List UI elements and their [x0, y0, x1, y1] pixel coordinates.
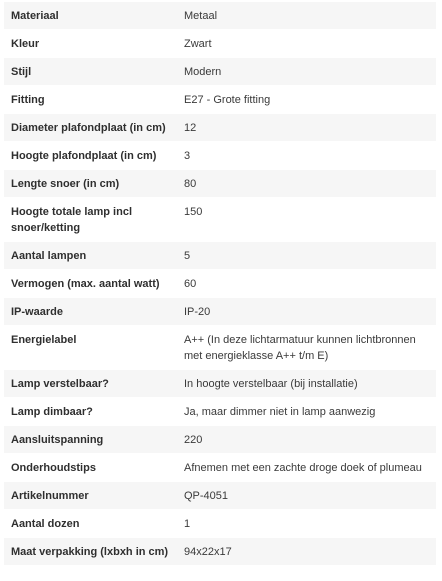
spec-row-maat-verpakking	[4, 538, 436, 566]
spec-label: Aansluitspanning	[4, 426, 177, 454]
spec-label: Diameter plafondplaat (in cm)	[4, 114, 177, 142]
spec-row-hoogte-totale-lamp	[4, 198, 436, 242]
spec-row-stijl	[4, 58, 436, 86]
spec-label: Aantal lampen	[4, 242, 177, 270]
spec-row-ip-waarde	[4, 298, 436, 326]
spec-label: Vermogen (max. aantal watt)	[4, 270, 177, 298]
spec-row-aantal-dozen	[4, 510, 436, 538]
specifications-table	[4, 2, 436, 566]
spec-label: Kleur	[4, 30, 177, 58]
spec-label: Hoogte plafondplaat (in cm)	[4, 142, 177, 170]
spec-value: 3	[177, 142, 436, 170]
spec-value: In hoogte verstelbaar (bij installatie)	[177, 370, 436, 398]
spec-row-hoogte-plafondplaat	[4, 142, 436, 170]
spec-value: 12	[177, 114, 436, 142]
spec-value: E27 - Grote fitting	[177, 86, 436, 114]
spec-value: Ja, maar dimmer niet in lamp aanwezig	[177, 398, 436, 426]
spec-row-lamp-verstelbaar	[4, 370, 436, 398]
spec-row-onderhoudstips	[4, 454, 436, 482]
spec-label: Materiaal	[4, 2, 177, 30]
spec-value: Metaal	[177, 2, 436, 30]
spec-label: Stijl	[4, 58, 177, 86]
spec-row-lamp-dimbaar	[4, 398, 436, 426]
spec-label: Artikelnummer	[4, 482, 177, 510]
spec-value: Zwart	[177, 30, 436, 58]
spec-value: 94x22x17	[177, 538, 436, 566]
spec-value: QP-4051	[177, 482, 436, 510]
spec-row-fitting	[4, 86, 436, 114]
spec-value: Modern	[177, 58, 436, 86]
spec-value: 150	[177, 198, 436, 242]
spec-value: Afnemen met een zachte droge doek of plumeau	[177, 454, 436, 482]
spec-value: 60	[177, 270, 436, 298]
spec-label: Lengte snoer (in cm)	[4, 170, 177, 198]
spec-label: Energielabel	[4, 326, 177, 370]
spec-value: 220	[177, 426, 436, 454]
spec-label: Lamp dimbaar?	[4, 398, 177, 426]
spec-row-lengte-snoer	[4, 170, 436, 198]
spec-value: 1	[177, 510, 436, 538]
spec-label: Fitting	[4, 86, 177, 114]
spec-label: Hoogte totale lamp incl snoer/ketting	[4, 198, 177, 242]
spec-row-materiaal	[4, 2, 436, 30]
spec-label: Maat verpakking (lxbxh in cm)	[4, 538, 177, 566]
spec-label: Lamp verstelbaar?	[4, 370, 177, 398]
spec-row-energielabel	[4, 326, 436, 370]
spec-row-artikelnummer	[4, 482, 436, 510]
spec-value: 5	[177, 242, 436, 270]
spec-label: Onderhoudstips	[4, 454, 177, 482]
spec-value: 80	[177, 170, 436, 198]
spec-label: Aantal dozen	[4, 510, 177, 538]
spec-row-aansluitspanning	[4, 426, 436, 454]
specifications-body	[4, 2, 436, 566]
spec-value: A++ (In deze lichtarmatuur kunnen lichtbronnen met energieklasse A++ t/m E)	[177, 326, 436, 370]
spec-value: IP-20	[177, 298, 436, 326]
spec-row-diameter-plafondplaat	[4, 114, 436, 142]
spec-row-kleur	[4, 30, 436, 58]
spec-row-vermogen	[4, 270, 436, 298]
spec-row-aantal-lampen	[4, 242, 436, 270]
spec-label: IP-waarde	[4, 298, 177, 326]
